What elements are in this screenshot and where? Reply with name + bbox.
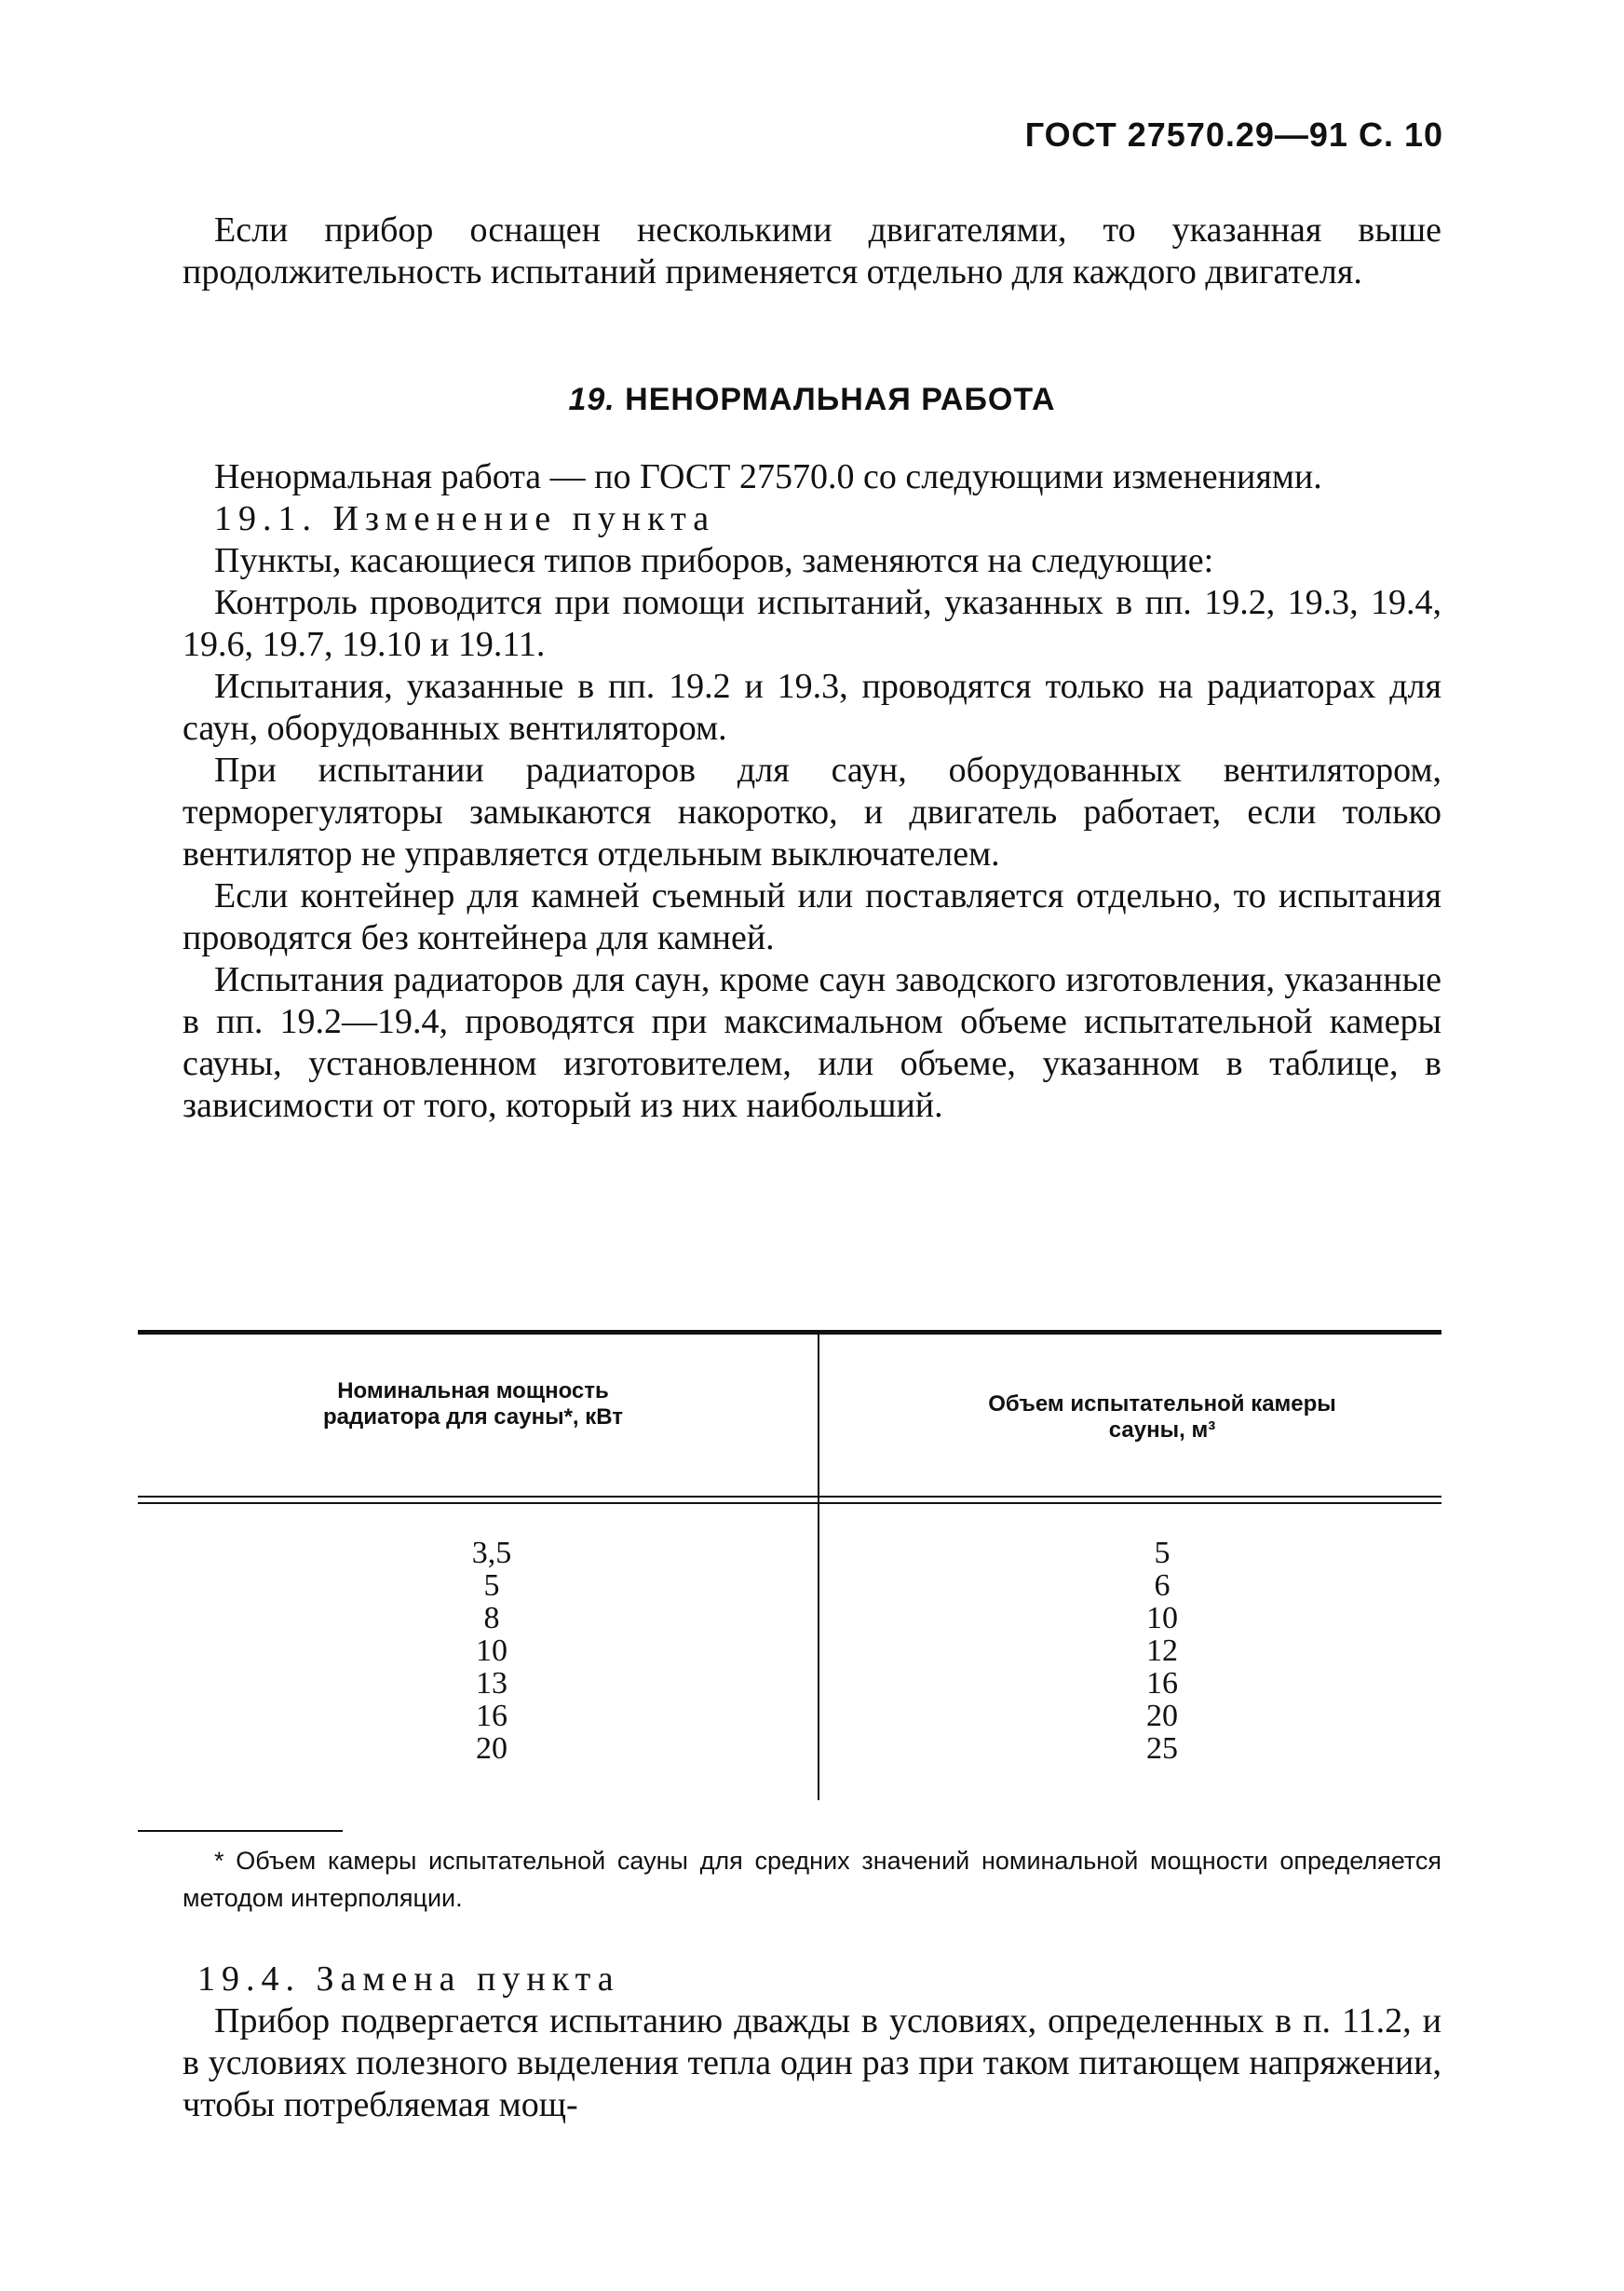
table-cell: 25 [1146, 1731, 1178, 1766]
footnote [183, 1842, 1441, 1917]
section-number: 19. [568, 382, 616, 417]
table-cell: 16 [476, 1699, 508, 1733]
table-cell: 6 [1154, 1568, 1171, 1603]
section-heading [183, 382, 1441, 418]
table-header-volume: Объем испытательной камеры сауны, м³ [988, 1391, 1336, 1443]
paragraph: Если контейнер для камней съемный или поставляется отдельно, то испытания проводятся без контейнера для камней. [183, 876, 1441, 957]
table-cell: 5 [483, 1568, 500, 1603]
paragraph: Ненормальная работа — по ГОСТ 27570.0 со следующими изменениями. [214, 457, 1322, 496]
table-cell: 13 [476, 1666, 508, 1701]
sauna-volume-table [138, 1330, 1441, 1805]
table-cell: 10 [1146, 1601, 1178, 1635]
table-cell: 20 [1146, 1699, 1178, 1733]
paragraph: Пункты, касающиеся типов приборов, заменяются на следующие: [214, 541, 1214, 580]
intro-text [183, 210, 1441, 293]
section-body [183, 456, 1441, 1127]
table-header-rule [138, 1496, 1441, 1498]
paragraph: Испытания, указанные в пп. 19.2 и 19.3, проводятся только на радиаторах для саун, оборудованных вентилятором. [183, 667, 1441, 748]
paragraph: При испытании радиаторов для саун, оборудованных вентилятором, терморегуляторы замыкаются накоротко, и двигатель работает, если только вентилятор не управляется отдельным выключателем. [183, 751, 1441, 874]
running-header: ГОСТ 27570.29—91 С. 10 [1024, 115, 1443, 154]
table-header-power: Номинальная мощность радиатора для сауны*, кВт [322, 1378, 624, 1430]
table-cell: 10 [476, 1634, 508, 1668]
table-header-rule [138, 1502, 1441, 1504]
table-column-volume [1069, 1537, 1255, 1765]
table-cell: 3,5 [471, 1536, 512, 1570]
paragraph: Если прибор оснащен несколькими двигателями, то указанная выше продолжительность испытаний применяется отдельно для каждого двигателя. [183, 210, 1441, 291]
clause-heading: 19.1. Изменение пункта [214, 499, 716, 538]
table-cell: 8 [483, 1601, 500, 1635]
section-title: НЕНОРМАЛЬНАЯ РАБОТА [625, 382, 1056, 417]
table-cell: 12 [1146, 1634, 1178, 1668]
table-top-rule [138, 1330, 1441, 1335]
clause-heading: 19.4. Замена пункта [197, 1959, 620, 1999]
table-cell: 20 [476, 1731, 508, 1766]
clause-body [183, 1959, 1441, 2126]
footnote-rule [138, 1830, 343, 1832]
paragraph: Контроль проводится при помощи испытаний, указанных в пп. 19.2, 19.3, 19.4, 19.6, 19.7, 19.10 и 19.11. [183, 583, 1441, 664]
footnote-text: * Объем камеры испытательной сауны для средних значений номинальной мощности определяется методом интерполяции. [183, 1847, 1441, 1912]
table-column-power [399, 1537, 585, 1765]
table-cell: 5 [1154, 1536, 1171, 1570]
paragraph: Прибор подвергается испытанию дважды в условиях, определенных в п. 11.2, и в условиях полезного выделения тепла один раз при таком питающем напряжении, чтобы потребляемая мощ- [183, 2001, 1441, 2124]
table-cell: 16 [1146, 1666, 1178, 1701]
paragraph: Испытания радиаторов для саун, кроме саун заводского изготовления, указанные в пп. 19.2—19.4, проводятся при максимальном объеме испытательной камеры сауны, установленном изготовителем, или объеме, указанном в таблице, в зависимости от того, который из них наибольший. [183, 960, 1441, 1125]
table-column-divider [818, 1335, 819, 1800]
